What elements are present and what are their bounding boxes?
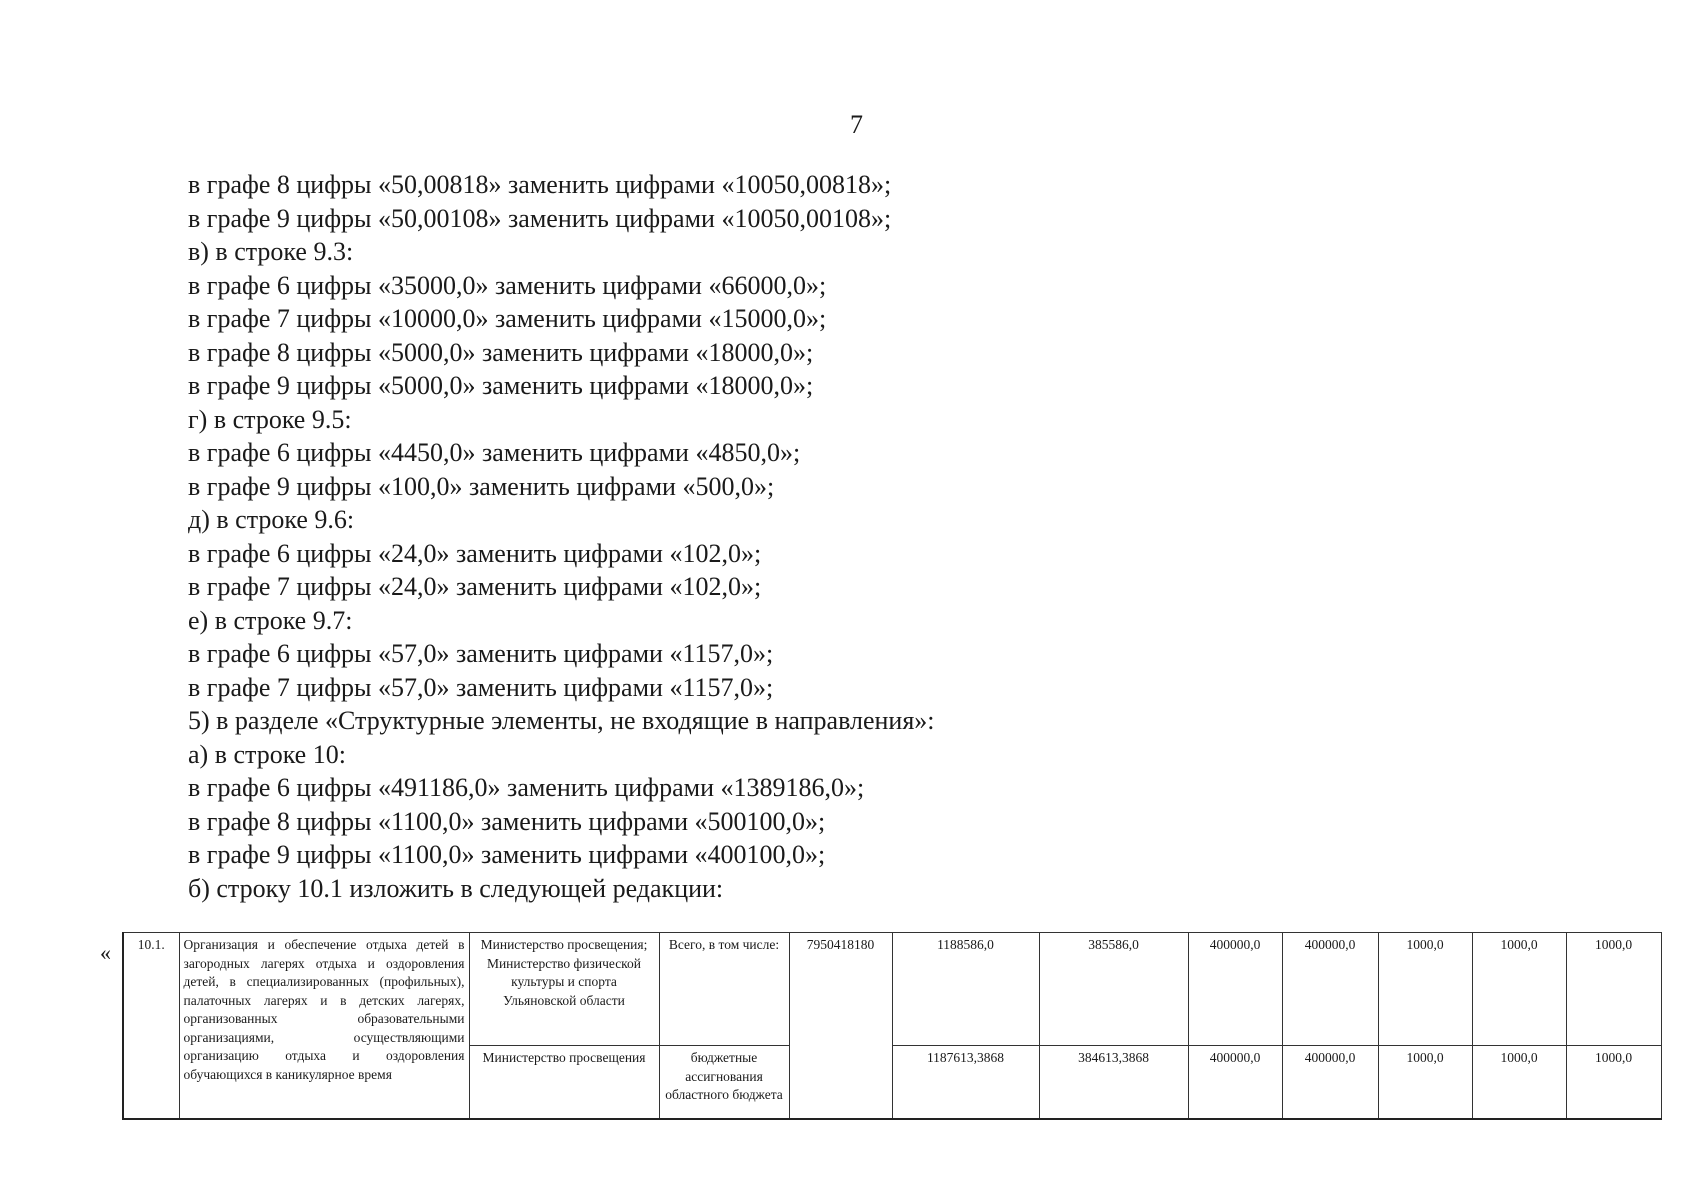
event-name-cell: Организация и обеспечение отдыха детей в загородных лагерях отдыха и оздоровления детей, в специализированных (профильных), палаточных лагерях и в детских лагерях, организованных образовательными организациями, осуществляющими организацию отдыха и оздоровления обучающихся в каникулярное время: [179, 933, 469, 1120]
text-line: в графе 6 цифры «4450,0» заменить цифрами «4850,0»;: [188, 438, 801, 467]
value-cell: 1188586,0: [892, 933, 1039, 1046]
text-line: в графе 8 цифры «1100,0» заменить цифрами «500100,0»;: [188, 806, 826, 836]
text-line: в графе 6 цифры «35000,0» заменить цифрами «66000,0»;: [188, 270, 827, 300]
executor-cell: Министерство просвещения: [469, 1046, 659, 1120]
value-cell: 1000,0: [1472, 1046, 1566, 1120]
text-line: в графе 9 цифры «5000,0» заменить цифрами «18000,0»;: [188, 371, 814, 400]
text-line: в графе 9 цифры «50,00108» заменить цифрами «10050,00108»;: [188, 203, 892, 233]
text-line: в графе 8 цифры «5000,0» заменить цифрами «18000,0»;: [188, 337, 814, 367]
text-line: в графе 7 цифры «24,0» заменить цифрами «102,0»;: [188, 572, 762, 601]
row-number-cell: 10.1.: [123, 933, 179, 1120]
text-line: в графе 6 цифры «491186,0» заменить цифрами «1389186,0»;: [188, 773, 865, 802]
text-line: 5) в разделе «Структурные элементы, не входящие в направления»:: [188, 706, 935, 735]
text-line: в графе 7 цифры «10000,0» заменить цифрами «15000,0»;: [188, 304, 827, 333]
value-cell: 1000,0: [1378, 1046, 1472, 1120]
amendment-text: [188, 168, 1488, 905]
value-cell: 1000,0: [1472, 933, 1566, 1046]
text-line: а) в строке 10:: [188, 739, 346, 769]
value-cell: 400000,0: [1188, 1046, 1282, 1120]
text-line: б) строку 10.1 изложить в следующей редакции:: [188, 873, 724, 903]
value-cell: 1000,0: [1378, 933, 1472, 1046]
text-line: в графе 9 цифры «100,0» заменить цифрами «500,0»;: [188, 471, 775, 501]
value-cell: 400000,0: [1282, 933, 1378, 1046]
text-line: в) в строке 9.3:: [188, 237, 354, 266]
page-number: 7: [850, 110, 863, 139]
amendment-table: [122, 932, 1662, 1120]
value-cell: 1187613,3868: [892, 1046, 1039, 1120]
text-line: в графе 8 цифры «50,00818» заменить цифрами «10050,00818»;: [188, 170, 892, 199]
value-cell: 385586,0: [1039, 933, 1188, 1046]
table-row: [123, 933, 1661, 1046]
value-cell: 400000,0: [1188, 933, 1282, 1046]
text-line: д) в строке 9.6:: [188, 505, 355, 534]
text-line: в графе 6 цифры «57,0» заменить цифрами «1157,0»;: [188, 639, 774, 668]
value-cell: 1000,0: [1566, 933, 1661, 1046]
value-cell: 384613,3868: [1039, 1046, 1188, 1120]
text-line: е) в строке 9.7:: [188, 605, 353, 635]
value-cell: 400000,0: [1282, 1046, 1378, 1120]
funding-source-cell: бюджетные ассигнования областного бюджета: [659, 1046, 789, 1120]
executor-cell: Министерство просвещения; Министерство физической культуры и спорта Ульяновской области: [469, 933, 659, 1046]
text-line: г) в строке 9.5:: [188, 404, 352, 434]
text-line: в графе 9 цифры «1100,0» заменить цифрами «400100,0»;: [188, 840, 826, 869]
opening-quote-mark: «: [100, 940, 111, 965]
text-line: в графе 7 цифры «57,0» заменить цифрами «1157,0»;: [188, 672, 774, 702]
value-cell: 1000,0: [1566, 1046, 1661, 1120]
funding-source-cell: Всего, в том числе:: [659, 933, 789, 1046]
budget-code-cell: 7950418180: [789, 933, 892, 1120]
text-line: в графе 6 цифры «24,0» заменить цифрами «102,0»;: [188, 538, 762, 568]
